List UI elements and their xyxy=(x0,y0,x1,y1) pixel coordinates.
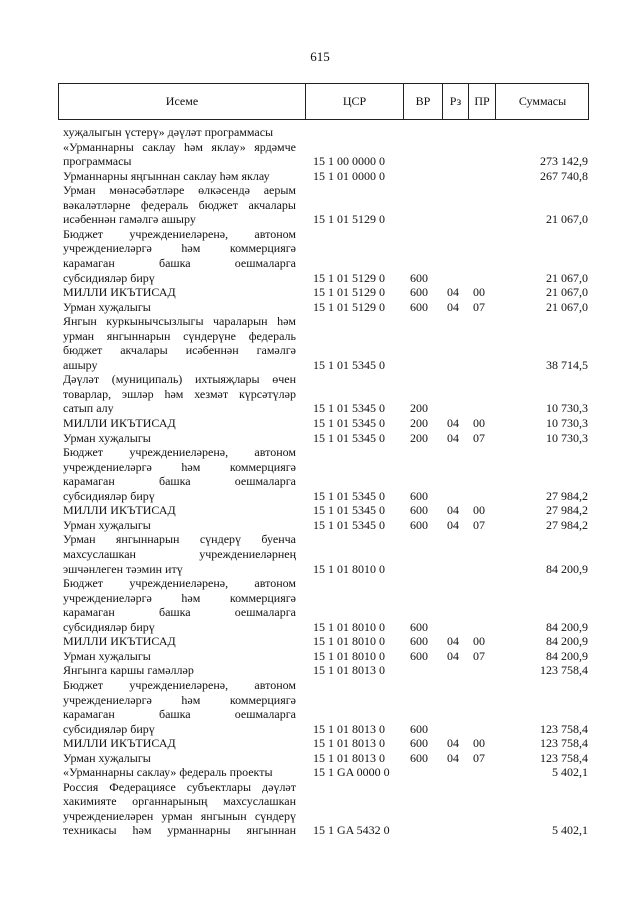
row-csr: 15 1 01 5345 0 xyxy=(313,503,385,518)
row-rz: 04 xyxy=(447,736,459,751)
row-csr: 15 1 01 8013 0 xyxy=(313,663,385,678)
table-row xyxy=(0,402,640,414)
row-vr: 600 xyxy=(410,285,428,300)
row-pr: 07 xyxy=(473,517,485,532)
table-row xyxy=(0,373,640,385)
row-sum: 38 714,5 xyxy=(546,357,588,372)
row-sum: 5 402,1 xyxy=(552,823,588,838)
row-vr: 600 xyxy=(410,619,428,634)
table-row xyxy=(0,504,640,516)
row-csr: 15 1 00 0000 0 xyxy=(313,154,385,169)
row-rz: 04 xyxy=(447,517,459,532)
row-csr: 15 1 01 5345 0 xyxy=(313,517,385,532)
row-csr: 15 1 01 5345 0 xyxy=(313,401,385,416)
row-pr: 07 xyxy=(473,430,485,445)
row-name: учреждениеләргә һәм коммерциягә xyxy=(63,590,296,605)
table-row xyxy=(0,199,640,211)
row-name: Урман хуҗалыгы xyxy=(63,517,151,532)
table-row xyxy=(0,737,640,749)
row-csr: 15 1 01 5345 0 xyxy=(313,430,385,445)
row-vr: 600 xyxy=(410,503,428,518)
table-row xyxy=(0,315,640,327)
row-csr: 15 1 01 8010 0 xyxy=(313,648,385,663)
table-row xyxy=(0,606,640,618)
table-row xyxy=(0,170,640,182)
table-row xyxy=(0,708,640,720)
table-row xyxy=(0,810,640,822)
row-name: Дәүләт (муниципаль) ихтыяҗлары өчен xyxy=(63,372,296,387)
row-name: «Урманнарны саклау» федераль проекты xyxy=(63,765,273,780)
table-row xyxy=(0,141,640,153)
table-row xyxy=(0,126,640,138)
row-rz: 04 xyxy=(447,634,459,649)
table-row xyxy=(0,577,640,589)
row-name: МИЛЛИ ИКЪТИСАД xyxy=(63,634,176,649)
row-name: Урман хуҗалыгы xyxy=(63,430,151,445)
table-row xyxy=(0,272,640,284)
row-name: карамаган башка оешмаларга xyxy=(63,256,296,270)
row-name: Янгынга каршы гамәлләр xyxy=(63,663,194,678)
row-rz: 04 xyxy=(447,299,459,314)
table-row xyxy=(0,286,640,298)
table-row xyxy=(0,592,640,604)
row-csr: 15 1 GA 5432 0 xyxy=(313,823,390,838)
header-rz: Рз xyxy=(442,84,468,119)
table-row xyxy=(0,533,640,545)
row-csr: 15 1 01 5345 0 xyxy=(313,416,385,430)
table-row xyxy=(0,344,640,356)
row-vr: 200 xyxy=(410,401,428,416)
row-name: сатып алу xyxy=(63,401,114,416)
row-rz: 04 xyxy=(447,285,459,300)
row-sum: 27 984,2 xyxy=(546,517,588,532)
table-row xyxy=(0,548,640,560)
table-row xyxy=(0,242,640,254)
table-header xyxy=(58,83,589,120)
row-csr: 15 1 GA 0000 0 xyxy=(313,765,390,780)
row-name: исәбеннән гамәлгә ашыру xyxy=(63,212,196,227)
row-sum: 123 758,4 xyxy=(540,750,588,765)
table-row xyxy=(0,228,640,240)
row-sum: 10 730,3 xyxy=(546,430,588,445)
row-name: ашыру xyxy=(63,357,98,372)
row-name: Бюджет учреждениеләренә, автоном xyxy=(63,226,296,241)
row-name: карамаган башка оешмаларга xyxy=(63,707,296,721)
row-name: Бюджет учреждениеләренә, автоном xyxy=(63,677,296,692)
row-pr: 00 xyxy=(473,634,485,649)
table-row xyxy=(0,475,640,487)
table-row xyxy=(0,519,640,531)
table-row xyxy=(0,650,640,662)
row-csr: 15 1 01 8013 0 xyxy=(313,750,385,765)
header-pr: ПР xyxy=(468,84,495,119)
table-row xyxy=(0,694,640,706)
row-pr: 00 xyxy=(473,503,485,518)
row-sum: 10 730,3 xyxy=(546,401,588,416)
row-sum: 123 758,4 xyxy=(540,736,588,751)
row-name: МИЛЛИ ИКЪТИСАД xyxy=(63,416,176,430)
row-vr: 200 xyxy=(410,416,428,430)
row-rz: 04 xyxy=(447,503,459,518)
row-name: субсидияләр бирү xyxy=(63,488,155,503)
row-name: Урман хуҗалыгы xyxy=(63,299,151,314)
row-vr: 600 xyxy=(410,517,428,532)
row-name: хуҗалыгын үстерү» дәүләт программасы xyxy=(63,125,274,139)
row-rz: 04 xyxy=(447,648,459,663)
row-name: махсуслашкан учреждениеләрнең xyxy=(63,547,296,561)
table-row xyxy=(0,781,640,793)
table-row xyxy=(0,155,640,167)
row-sum: 21 067,0 xyxy=(546,212,588,227)
row-sum: 10 730,3 xyxy=(546,416,588,430)
row-sum: 21 067,0 xyxy=(546,285,588,300)
table-row xyxy=(0,432,640,444)
row-vr: 200 xyxy=(410,430,428,445)
row-sum: 21 067,0 xyxy=(546,299,588,314)
row-rz: 04 xyxy=(447,416,459,430)
row-name: эшчәнлеген тәэмин итү xyxy=(63,561,183,576)
row-csr: 15 1 01 5129 0 xyxy=(313,212,385,227)
page-number: 615 xyxy=(310,49,330,64)
row-name: учреждениеләргә һәм коммерциягә xyxy=(63,241,296,256)
header-csr: ЦСР xyxy=(305,84,403,119)
row-name: учреждениеләрен урман янгынын сүндерү xyxy=(63,808,296,823)
row-sum: 27 984,2 xyxy=(546,503,588,518)
row-csr: 15 1 01 5129 0 xyxy=(313,285,385,300)
row-vr: 600 xyxy=(410,488,428,503)
row-sum: 5 402,1 xyxy=(552,765,588,780)
row-name: субсидияләр бирү xyxy=(63,270,155,285)
table-row xyxy=(0,213,640,225)
header-name: Исеме xyxy=(165,94,199,108)
table-row xyxy=(0,388,640,400)
row-pr: 07 xyxy=(473,648,485,663)
row-csr: 15 1 01 5129 0 xyxy=(313,270,385,285)
header-sum: Суммасы xyxy=(495,84,589,119)
table-row xyxy=(0,621,640,633)
row-sum: 123 758,4 xyxy=(540,721,588,736)
row-name: субсидияләр бирү xyxy=(63,721,155,736)
row-name: карамаган башка оешмаларга xyxy=(63,605,296,620)
table-row xyxy=(0,446,640,458)
row-name: Урман хуҗалыгы xyxy=(63,750,151,765)
row-name: Урманнарны яңгыннан саклау һәм яклау xyxy=(63,168,270,183)
row-name: карамаган башка оешмаларга xyxy=(63,474,296,489)
row-name: «Урманнарны саклау һәм яклау» ярдәмче xyxy=(63,139,296,154)
row-name: субсидияләр бирү xyxy=(63,619,155,634)
table-row xyxy=(0,184,640,196)
row-sum: 84 200,9 xyxy=(546,619,588,634)
row-pr: 00 xyxy=(473,736,485,751)
row-name: техникасы һәм урманнарны янгыннан xyxy=(63,823,296,838)
row-sum: 273 142,9 xyxy=(540,154,588,169)
row-pr: 00 xyxy=(473,285,485,300)
row-name: Урман хуҗалыгы xyxy=(63,648,151,663)
row-name: программасы xyxy=(63,154,132,169)
row-vr: 600 xyxy=(410,736,428,751)
row-name: Россия Федерациясе субъектлары дәүләт xyxy=(63,779,296,794)
table-row xyxy=(0,417,640,429)
table-row xyxy=(0,723,640,735)
table-row xyxy=(0,752,640,764)
row-pr: 00 xyxy=(473,416,485,430)
row-name: хакимияте органнарының махсуслашкан xyxy=(63,794,296,809)
row-sum: 27 984,2 xyxy=(546,488,588,503)
row-csr: 15 1 01 0000 0 xyxy=(313,168,385,183)
row-name: Янгын куркынычсызлыгы чараларын һәм xyxy=(63,314,296,329)
table-row xyxy=(0,664,640,676)
table-row xyxy=(0,563,640,575)
table-row xyxy=(0,824,640,836)
row-vr: 600 xyxy=(410,648,428,663)
row-name: урман янгыннарын сүндерүне федераль xyxy=(63,328,296,343)
row-csr: 15 1 01 5129 0 xyxy=(313,299,385,314)
table-row xyxy=(0,359,640,371)
row-sum: 123 758,4 xyxy=(540,663,588,678)
row-csr: 15 1 01 8010 0 xyxy=(313,561,385,576)
row-vr: 600 xyxy=(410,750,428,765)
row-csr: 15 1 01 5345 0 xyxy=(313,488,385,503)
header-vr: ВР xyxy=(403,84,442,119)
row-name: вәкаләтләрне федераль бюджет акчалары xyxy=(63,197,296,212)
row-vr: 600 xyxy=(410,270,428,285)
row-name: МИЛЛИ ИКЪТИСАД xyxy=(63,285,176,300)
table-row xyxy=(0,301,640,313)
row-vr: 600 xyxy=(410,299,428,314)
row-name: бюджет акчалары исәбеннән гамәлгә xyxy=(63,343,296,358)
row-vr: 600 xyxy=(410,634,428,649)
row-csr: 15 1 01 5345 0 xyxy=(313,357,385,372)
table-row xyxy=(0,635,640,647)
row-name: Бюджет учреждениеләренә, автоном xyxy=(63,576,296,591)
row-name: Урман мөнәсәбәтләре өлкәсендә аерым xyxy=(63,183,296,198)
row-rz: 04 xyxy=(447,430,459,445)
row-sum: 267 740,8 xyxy=(540,168,588,183)
table-row xyxy=(0,795,640,807)
row-name: товарлар, эшләр һәм хезмәт күрсәтүләр xyxy=(63,386,296,401)
row-name: МИЛЛИ ИКЪТИСАД xyxy=(63,736,176,751)
table-row xyxy=(0,461,640,473)
row-vr: 600 xyxy=(410,721,428,736)
row-sum: 84 200,9 xyxy=(546,561,588,576)
row-pr: 07 xyxy=(473,299,485,314)
row-csr: 15 1 01 8010 0 xyxy=(313,619,385,634)
row-rz: 04 xyxy=(447,750,459,765)
row-csr: 15 1 01 8013 0 xyxy=(313,736,385,751)
row-name: МИЛЛИ ИКЪТИСАД xyxy=(63,503,176,518)
table-row xyxy=(0,766,640,778)
table-row xyxy=(0,679,640,691)
row-csr: 15 1 01 8013 0 xyxy=(313,721,385,736)
row-name: учреждениеләргә һәм коммерциягә xyxy=(63,692,296,707)
row-csr: 15 1 01 8010 0 xyxy=(313,634,385,649)
row-pr: 07 xyxy=(473,750,485,765)
table-row xyxy=(0,330,640,342)
table-row xyxy=(0,257,640,269)
row-name: Бюджет учреждениеләренә, автоном xyxy=(63,445,296,460)
row-name: учреждениеләргә һәм коммерциягә xyxy=(63,459,296,474)
row-sum: 84 200,9 xyxy=(546,648,588,663)
table-row xyxy=(0,490,640,502)
row-sum: 84 200,9 xyxy=(546,634,588,649)
row-sum: 21 067,0 xyxy=(546,270,588,285)
row-name: Урман янгыннарын сүндерү буенча xyxy=(63,532,296,547)
